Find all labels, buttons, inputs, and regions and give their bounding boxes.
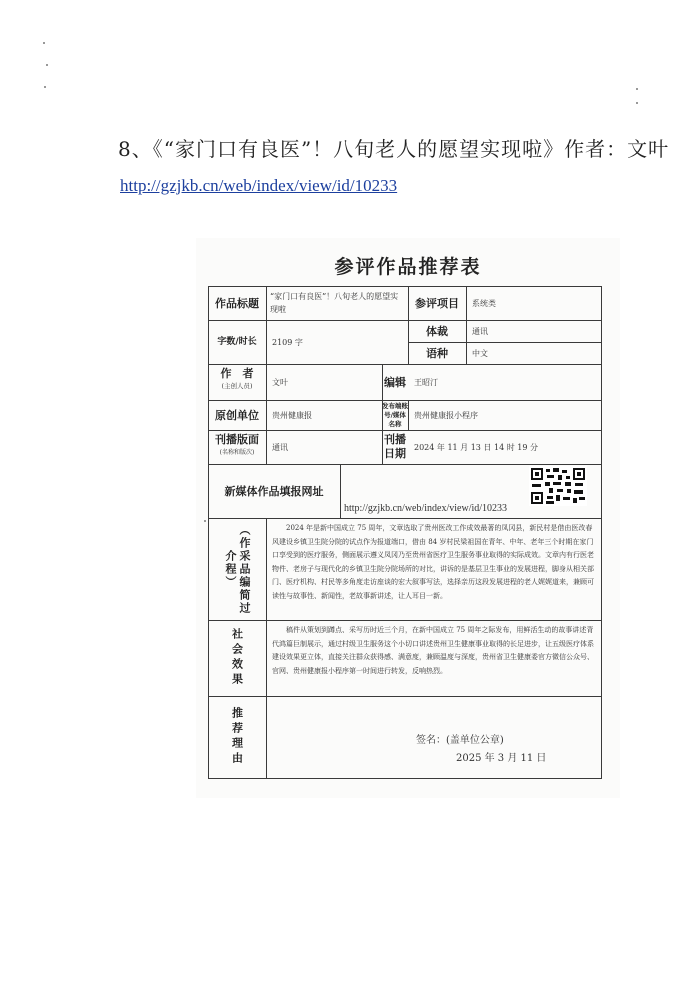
language-label: 语种 bbox=[426, 346, 448, 360]
word-count-label: 字数/时长 bbox=[217, 336, 257, 347]
signature-line: 签名：(盖单位公章) bbox=[416, 735, 504, 746]
author-value: 文叶 bbox=[272, 377, 288, 387]
project-label: 参评项目 bbox=[415, 296, 459, 310]
date-label: 刊播日期 bbox=[384, 433, 406, 460]
author-label: 作 者 bbox=[220, 367, 254, 380]
signature-date: 2025 年 3 月 11 日 bbox=[456, 753, 547, 764]
page-label: 刊播版面 bbox=[215, 433, 259, 446]
account-label: 发布端账号/媒体名称 bbox=[382, 401, 408, 428]
intro-label: （作采品编简过介程） bbox=[224, 523, 251, 615]
editor-label: 编辑 bbox=[384, 375, 406, 389]
page-value: 通讯 bbox=[272, 442, 288, 452]
document-heading: 8、《“家门口有良医”！八旬老人的愿望实现啦》作者：文叶 bbox=[118, 137, 670, 161]
qr-code-icon bbox=[529, 466, 587, 506]
effect-text: 稿件从策划到蹲点、采写历时近三个月，在新中国成立 75 周年之际发布，用鲜活生动的故事讲述背代鸿篇巨制展示，通过村级卫生服务这个小切口讲述贵州卫生健康事业取得的长足进步，让五级医疗体系建设效果更立体，直接关注群众获得感、满意度，兼顾温度与深度，贵州省卫生健康委官方微信公众号、官网、贵州健康报小程序第一时间进行转发，反响热烈。 bbox=[272, 626, 594, 675]
unit-label: 原创单位 bbox=[215, 408, 259, 422]
language-value: 中文 bbox=[472, 348, 488, 358]
effect-label: 社会效果 bbox=[230, 628, 244, 688]
page-sublabel: (名称和版次) bbox=[219, 449, 255, 456]
title-label: 作品标题 bbox=[215, 296, 259, 310]
project-value: 系统类 bbox=[472, 298, 496, 308]
genre-label: 体裁 bbox=[426, 324, 448, 338]
url-label: 新媒体作品填报网址 bbox=[224, 484, 324, 498]
title-value: “家门口有良医”！八旬老人的愿望实现啦 bbox=[270, 292, 399, 314]
account-value: 贵州健康报小程序 bbox=[414, 410, 478, 420]
article-link[interactable]: http://gzjkb.cn/web/index/view/id/10233 bbox=[120, 176, 398, 195]
reason-label: 推荐理由 bbox=[230, 707, 244, 767]
scanned-form bbox=[196, 238, 620, 798]
unit-value: 贵州健康报 bbox=[272, 410, 312, 420]
url-value: http://gzjkb.cn/web/index/view/id/10233 bbox=[344, 503, 508, 514]
form-title: 参评作品推荐表 bbox=[334, 256, 482, 278]
genre-value: 通讯 bbox=[472, 326, 488, 336]
author-sublabel: (主创人员) bbox=[221, 382, 253, 390]
editor-value: 王昭汀 bbox=[414, 377, 438, 387]
date-value: 2024 年 11 月 13 日 14 时 19 分 bbox=[414, 442, 538, 452]
word-count-value: 2109 字 bbox=[272, 337, 303, 347]
intro-text: 2024 年是新中国成立 75 周年，文章选取了贵州医改工作成效最著的凤冈县，新民村是借由医改春风建设乡镇卫生院分院的试点作为报道端口，借由 84 岁村民梁祖国在青年、中年、老年三个时期在家门口享受到的医疗服务，侧面展示遵义凤冈乃至贵州省医疗卫生服务事业取得的实际成效。文章内有行医老物件、老房子与现代化的乡镇卫生院分院场所的对比，讲诉的是基层卫生事业的发展进程，脚身从相关部门、医疗机构、村民等多角度走访座谈的宏大叙事写法，选择亲历这段发展进程的老人娓娓道来，兼顾可读性与故事性、新闻性，老故事新讲述，让人耳目一新。 bbox=[272, 524, 594, 600]
